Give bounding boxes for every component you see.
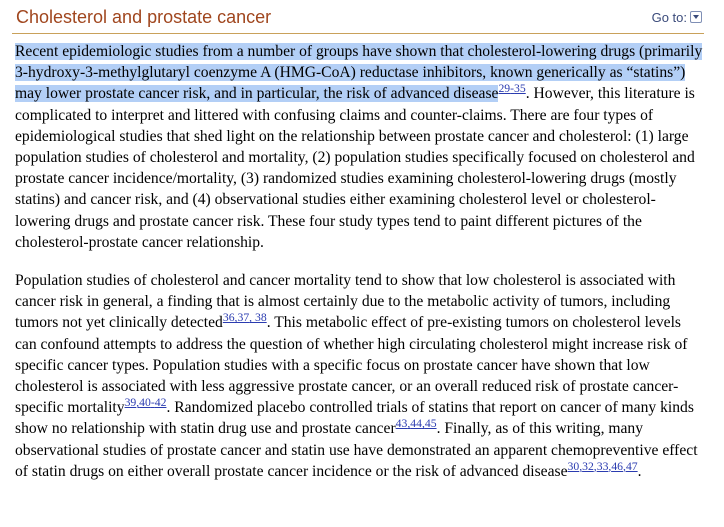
citation-separator: ,	[579, 459, 583, 473]
citation-separator: ,	[136, 396, 140, 410]
citation-link[interactable]: 30	[567, 459, 580, 473]
paragraph-text: . Randomized placebo controlled trials of statins that report on cancer of many kinds show no relationship with statin drug use and prostate cancer	[15, 399, 694, 438]
citation-separator: ,	[623, 459, 626, 473]
citation-link[interactable]: 46	[611, 459, 624, 473]
citation-link[interactable]: 45	[424, 417, 437, 431]
goto-label: Go to:	[651, 10, 687, 25]
paragraph-2	[15, 270, 703, 482]
citation-link[interactable]: 44	[410, 417, 422, 431]
citation-link[interactable]: 36	[222, 311, 235, 325]
citation-link[interactable]: 37	[237, 311, 250, 325]
citation-separator: -	[150, 396, 155, 410]
citation-link[interactable]: 35	[514, 82, 526, 96]
paragraph-text: . This metabolic effect of pre-existing tumors on cholesterol levels can confound attempts to address the question of whether high circulating cholesterol might increase risk of specific cancer types. Population studies with a specific focus on prostate cancer have shown that low cholesterol is associated with less aggressive prostate cancer, or an overall reduced risk of prostate cancer-specific mortality	[15, 314, 688, 417]
paragraph-text: . Finally, as of this writing, many observational studies of prostate cancer and statin use have demonstrated an apparent chemopreventive effect of statin drugs on either overall prostate cancer incidence or the risk of advanced disease	[15, 420, 698, 480]
citation-separator: ,	[249, 311, 255, 325]
citation-separator: ,	[608, 459, 612, 473]
citation-link[interactable]: 43	[395, 417, 408, 431]
citation-separator: ,	[234, 311, 238, 325]
citation-link[interactable]: 47	[625, 459, 638, 473]
section-header	[12, 0, 704, 34]
selected-text[interactable]: Recent epidemiologic studies from a number of groups have shown that cholesterol-lowering drugs (primarily 3-hydroxy-3-methylglutaryl coenzyme A (HMG-CoA) reductase inhibitors, known generically as “statins”) may lower prostate cancer risk, and in particular, the risk of advanced disease	[15, 43, 703, 103]
citation-link[interactable]: 38	[255, 311, 267, 325]
citation-link[interactable]: 40	[139, 396, 151, 410]
citation-link[interactable]: 29	[498, 82, 511, 96]
citation-link[interactable]: 32	[582, 459, 594, 473]
section-body	[15, 41, 703, 499]
paragraph-text: .	[637, 462, 642, 480]
citation-link[interactable]: 39	[124, 396, 137, 410]
paragraph-1	[15, 41, 703, 253]
chevron-down-icon	[690, 11, 702, 23]
citation-range-dash[interactable]: -	[510, 82, 515, 96]
section-title: Cholesterol and prostate cancer	[16, 7, 272, 27]
goto-menu[interactable]	[652, 10, 702, 25]
citation-link[interactable]: 42	[154, 396, 167, 410]
paragraph-text: . However, this literature is complicated to interpret and littered with confusing claims and counter-claims. There are four types of epidemiological studies that shed light on the relationship between prostate cancer and cholesterol: (1) large population studies of cholesterol and mortality, (2) population studies specifically focused on cholesterol and prostate cancer incidence/mortality, (3) randomized studies examining cholesterol-lowering drugs (mostly statins) and cancer risk, and (4) observational studies either examining cholesterol level or cholesterol-lowering drugs and prostate cancer risk. These four study types tend to paint different pictures of the cholesterol-prostate cancer relationship.	[15, 85, 695, 251]
paragraph-text: Population studies of cholesterol and cancer mortality tend to show that low cholesterol is associated with cancer risk in general, a finding that is almost certainly due to the metabolic activity of tumors, including tumors not yet clinically detected	[15, 272, 676, 332]
citation-separator: ,	[407, 417, 411, 431]
citation-separator: ,	[421, 417, 425, 431]
citation-link[interactable]: 33	[596, 459, 609, 473]
citation-separator: ,	[593, 459, 597, 473]
